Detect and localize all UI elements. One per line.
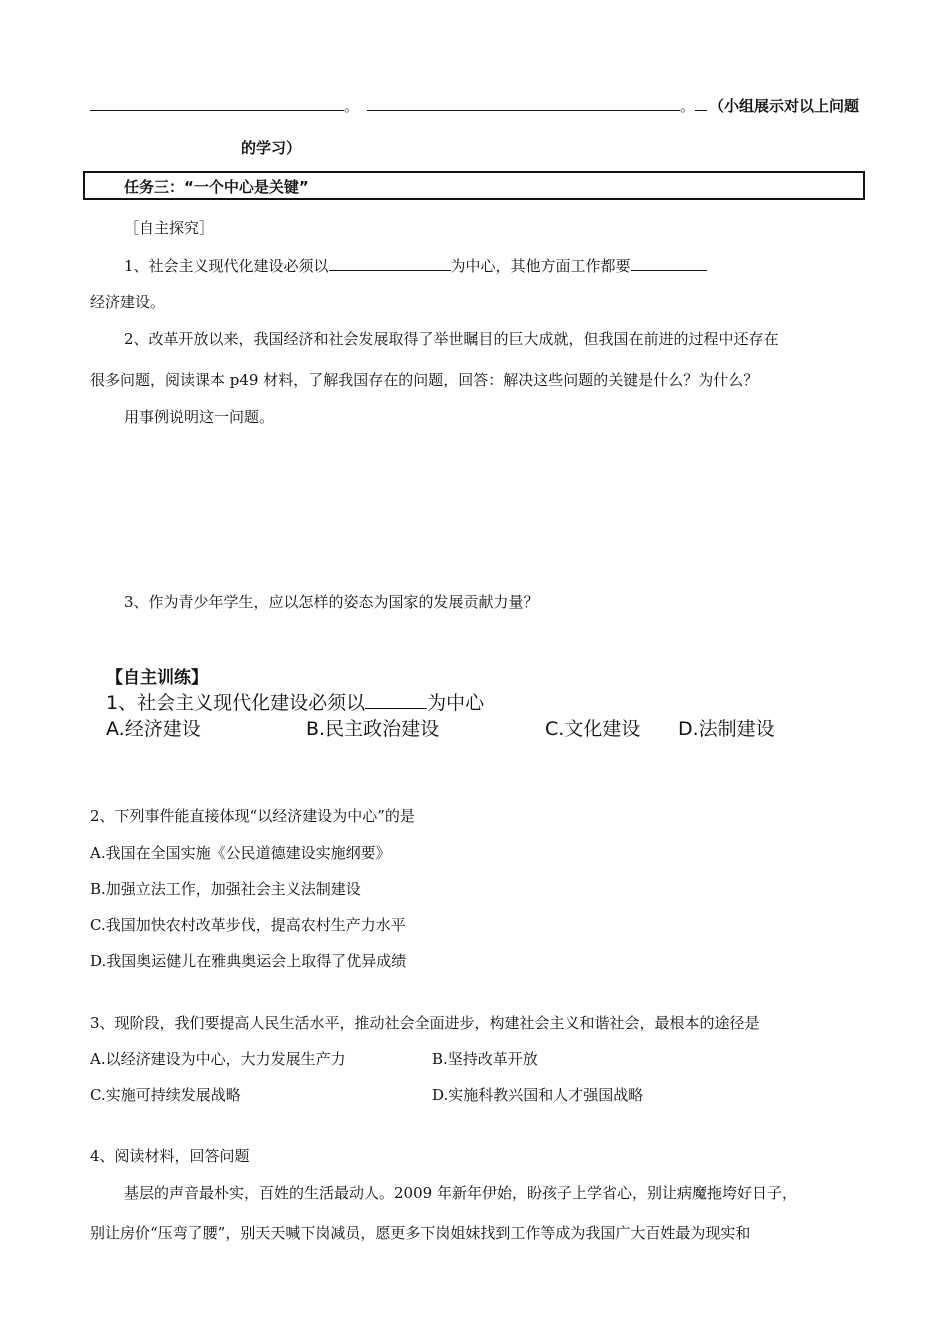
self-study-q2-line3: 用事例说明这一问题。: [124, 408, 275, 426]
training-q1-option-b[interactable]: B.民主政治建设: [306, 718, 440, 740]
training-q3-option-c[interactable]: C.实施可持续发展战略: [90, 1086, 241, 1104]
training-q3-option-a[interactable]: A.以经济建设为中心，大力发展生产力: [90, 1050, 346, 1068]
training-q4-material-line1: 基层的声音最朴实，百姓的生活最动人。2009 年新年伊始，盼孩子上学省心，别让病魔拖垮好日子，: [124, 1184, 797, 1202]
answer-blank[interactable]: [695, 95, 707, 111]
self-study-q2-line1: 2、改革开放以来，我国经济和社会发展取得了举世瞩目的巨大成就，但我国在前进的过程中还存在: [124, 330, 779, 348]
training-q2-option-a[interactable]: A.我国在全国实施《公民道德建设实施纲要》: [90, 844, 391, 862]
self-study-q3: 3、作为青少年学生，应以怎样的姿态为国家的发展贡献力量？: [124, 593, 539, 611]
training-q2-option-d[interactable]: D.我国奥运健儿在雅典奥运会上取得了优异成绩: [90, 952, 407, 970]
training-q3-stem: 3、现阶段，我们要提高人民生活水平，推动社会全面进步，构建社会主义和谐社会，最根本的途径是: [90, 1014, 760, 1032]
training-q2-option-b[interactable]: B.加强立法工作，加强社会主义法制建设: [90, 880, 361, 898]
answer-blank[interactable]: [367, 95, 680, 111]
training-q1-stem: 1、社会主义现代化建设必须以 为中心: [106, 688, 484, 715]
group-note: （小组展示对以上问题: [709, 97, 860, 115]
self-study-q1: 1、社会主义现代化建设必须以 为中心，其他方面工作都要: [124, 255, 707, 276]
answer-blank[interactable]: [329, 255, 451, 271]
training-q1-option-a[interactable]: A.经济建设: [106, 718, 201, 740]
training-q3-option-b[interactable]: B.坚持改革开放: [432, 1050, 538, 1068]
period: 。: [680, 97, 696, 115]
self-study-q1-continued: 经济建设。: [90, 293, 166, 311]
self-study-q2-line2: 很多问题，阅读课本 p49 材料，了解我国存在的问题，回答：解决这些问题的关键是什么？为什么？: [90, 371, 759, 389]
training-q1-option-d[interactable]: D.法制建设: [678, 718, 775, 740]
answer-blank[interactable]: [90, 95, 344, 111]
self-study-label: ［自主探究］: [124, 219, 215, 237]
group-note-continued: 的学习）: [241, 139, 302, 157]
answer-blank[interactable]: [631, 255, 707, 271]
training-q2-option-c[interactable]: C.我国加快农村改革步伐，提高农村生产力水平: [90, 916, 406, 934]
training-header: 【自主训练】: [106, 668, 208, 688]
top-fill-line: [90, 95, 859, 116]
training-q4-stem: 4、阅读材料，回答问题: [90, 1147, 250, 1165]
task-three-title: 任务三：“一个中心是关键”: [124, 178, 309, 196]
training-q4-material-line2: 别让房价“压弯了腰”，别天天喊下岗减员，愿更多下岗姐妹找到工作等成为我国广大百姓最为现实和: [90, 1224, 751, 1242]
training-q1-option-c[interactable]: C.文化建设: [545, 718, 641, 740]
answer-blank[interactable]: [365, 689, 427, 709]
period: 。: [344, 97, 360, 115]
training-q2-stem: 2、下列事件能直接体现“以经济建设为中心”的是: [90, 807, 415, 825]
training-q3-option-d[interactable]: D.实施科教兴国和人才强国战略: [432, 1086, 644, 1104]
